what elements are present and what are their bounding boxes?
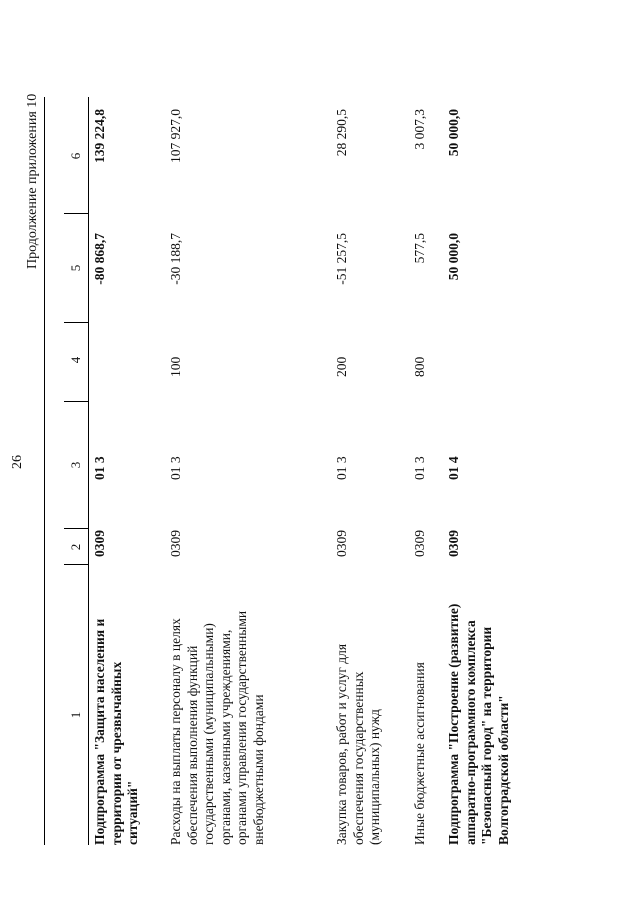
- continuation-note: Продолжение приложения 10: [25, 93, 40, 269]
- header-col-3: 3: [68, 461, 83, 469]
- row-change: -51 257,5: [334, 233, 349, 285]
- row-code: 0309: [412, 530, 427, 557]
- row-expense-type: 800: [412, 356, 427, 377]
- header-col-1: 1: [68, 711, 83, 719]
- row-program: 01 4: [446, 456, 461, 480]
- row-name: Подпрограмма "Защита населения и территории от чрезвычайных ситуаций": [92, 618, 140, 845]
- row-expense-type: 200: [334, 356, 349, 377]
- row-total: 50 000,0: [446, 109, 461, 157]
- row-code: 0309: [446, 530, 461, 557]
- row-change: -80 868,7: [92, 233, 107, 285]
- header-col-5: 5: [68, 264, 83, 272]
- row-code: 0309: [168, 530, 183, 557]
- row-total: 28 290,5: [334, 109, 349, 157]
- row-change: 50 000,0: [446, 233, 461, 281]
- row-total: 107 927,0: [168, 109, 183, 163]
- row-program: 01 3: [168, 456, 183, 480]
- row-total: 3 007,3: [412, 109, 427, 150]
- row-code: 0309: [334, 530, 349, 557]
- row-change: -30 188,7: [168, 233, 183, 285]
- row-code: 0309: [92, 530, 107, 557]
- page-number: 26: [10, 455, 25, 469]
- row-program: 01 3: [334, 456, 349, 480]
- header-col-2: 2: [68, 543, 83, 551]
- header-col-4: 4: [68, 356, 83, 364]
- header-col-6: 6: [68, 152, 83, 160]
- row-name: Подпрограмма "Построение (развитие) аппаратно-программного комплекса "Безопасный город" на территории Волгоградской области": [446, 603, 511, 845]
- row-expense-type: 100: [168, 356, 183, 377]
- row-program: 01 3: [92, 456, 107, 480]
- row-name: Иные бюджетные ассигнования: [412, 662, 427, 845]
- row-total: 139 224,8: [92, 109, 107, 163]
- row-name: Расходы на выплаты персоналу в целях обеспечения выполнения функций государственными (муниципальными) органами, казенными учреждениями, органами управления государственными внебюджетными фондами: [168, 610, 266, 845]
- row-name: Закупка товаров, работ и услуг для обеспечения государственных (муниципальных) нужд: [334, 643, 382, 845]
- row-program: 01 3: [412, 456, 427, 480]
- row-change: 577,5: [412, 233, 427, 264]
